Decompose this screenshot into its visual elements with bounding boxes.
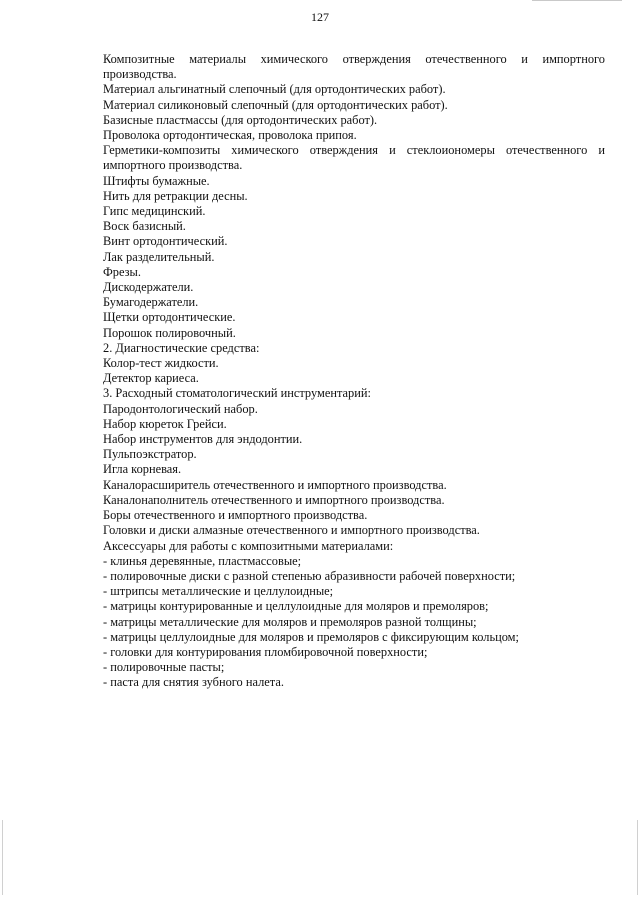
paragraph: [103, 174, 605, 189]
text-line: - матрицы целлулоидные для моляров и премоляров с фиксирующим кольцом;: [103, 629, 519, 644]
paragraph: [103, 584, 605, 599]
text-line: Дискодержатели.: [103, 280, 194, 295]
text-line: Гипс медицинский.: [103, 204, 206, 219]
paragraph: [103, 462, 605, 477]
paragraph: [103, 204, 605, 219]
text-line: Бумагодержатели.: [103, 295, 199, 310]
paragraph: [103, 371, 605, 386]
text-line: Каналонаполнитель отечественного и импортного производства.: [103, 492, 445, 507]
paragraph: [103, 52, 605, 82]
paragraph: [103, 250, 605, 265]
text-line: Нить для ретракции десны.: [103, 188, 248, 203]
paragraph: [103, 478, 605, 493]
text-line: 2. Диагностические средства:: [103, 340, 260, 355]
paragraph: [103, 554, 605, 569]
text-line: - полировочные диски с разной степенью абразивности рабочей поверхности;: [103, 568, 516, 583]
text-line: Материал силиконовый слепочный (для ортодонтических работ).: [103, 97, 448, 112]
paragraph: [103, 189, 605, 204]
paragraph: [103, 295, 605, 310]
paragraph: [103, 143, 605, 173]
paragraph: [103, 508, 605, 523]
paragraph: [103, 630, 605, 645]
paragraph: [103, 417, 605, 432]
text-line: Порошок полировочный.: [103, 325, 236, 340]
paragraph: [103, 539, 605, 554]
text-line: Боры отечественного и импортного производства.: [103, 508, 368, 523]
paragraph: [103, 615, 605, 630]
text-line: - штрипсы металлические и целлулоидные;: [103, 584, 334, 599]
text-line: - головки для контурирования пломбировочной поверхности;: [103, 644, 428, 659]
text-line: производства.: [103, 67, 177, 82]
paragraph: [103, 98, 605, 113]
text-line: Воск базисный.: [103, 219, 186, 234]
text-line: - матрицы контурированные и целлулоидные для моляров и премоляров;: [103, 599, 489, 614]
paragraph: [103, 113, 605, 128]
text-line: Проволока ортодонтическая, проволока припоя.: [103, 128, 357, 143]
paragraph: [103, 310, 605, 325]
paragraph: [103, 280, 605, 295]
paragraph: [103, 599, 605, 614]
paragraph: [103, 645, 605, 660]
paragraph: [103, 523, 605, 538]
paragraph: [103, 219, 605, 234]
paragraph: [103, 82, 605, 97]
text-line: - полировочные пасты;: [103, 660, 225, 675]
text-line: Композитные материалы химического отверждения отечественного и импортного: [103, 52, 605, 66]
paragraph: [103, 128, 605, 143]
text-line: Детектор кариеса.: [103, 371, 199, 386]
text-line: Набор кюреток Грейси.: [103, 416, 227, 431]
paragraph: [103, 569, 605, 584]
document-body: [103, 52, 605, 691]
text-line: Колор-тест жидкости.: [103, 356, 219, 371]
scan-artifact-left-edge: [2, 820, 3, 895]
text-line: 3. Расходный стоматологический инструментарий:: [103, 386, 371, 401]
paragraph: [103, 386, 605, 401]
text-line: импортного производства.: [103, 158, 243, 173]
text-line: Набор инструментов для эндодонтии.: [103, 432, 303, 447]
text-line: - матрицы металлические для моляров и премоляров разной толщины;: [103, 614, 477, 629]
paragraph: [103, 265, 605, 280]
paragraph: [103, 341, 605, 356]
text-line: Пульпоэкстратор.: [103, 447, 197, 462]
text-line: Лак разделительный.: [103, 249, 215, 264]
text-line: - клинья деревянные, пластмассовые;: [103, 553, 302, 568]
text-line: Винт ортодонтический.: [103, 234, 228, 249]
scan-artifact-right-edge: [637, 820, 638, 895]
text-line: Материал альгинатный слепочный (для ортодонтических работ).: [103, 82, 446, 97]
text-line: Фрезы.: [103, 264, 141, 279]
paragraph: [103, 402, 605, 417]
paragraph: [103, 675, 605, 690]
paragraph: [103, 234, 605, 249]
paragraph: [103, 326, 605, 341]
paragraph: [103, 493, 605, 508]
paragraph: [103, 356, 605, 371]
text-line: Базисные пластмассы (для ортодонтических работ).: [103, 112, 378, 127]
page-number: 127: [311, 10, 329, 24]
text-line: Герметики-композиты химического отверждения и стеклоиономеры отечественного и: [103, 143, 605, 158]
text-line: Щетки ортодонтические.: [103, 310, 236, 325]
text-line: - паста для снятия зубного налета.: [103, 675, 284, 690]
text-line: Каналорасширитель отечественного и импортного производства.: [103, 477, 447, 492]
paragraph: [103, 447, 605, 462]
paragraph: [103, 660, 605, 675]
scan-artifact-top: [532, 0, 622, 1]
text-line: Пародонтологический набор.: [103, 401, 258, 416]
text-line: Аксессуары для работы с композитными материалами:: [103, 538, 394, 553]
text-line: Головки и диски алмазные отечественного и импортного производства.: [103, 523, 480, 538]
paragraph: [103, 432, 605, 447]
text-line: Игла корневая.: [103, 462, 182, 477]
text-line: Штифты бумажные.: [103, 173, 210, 188]
